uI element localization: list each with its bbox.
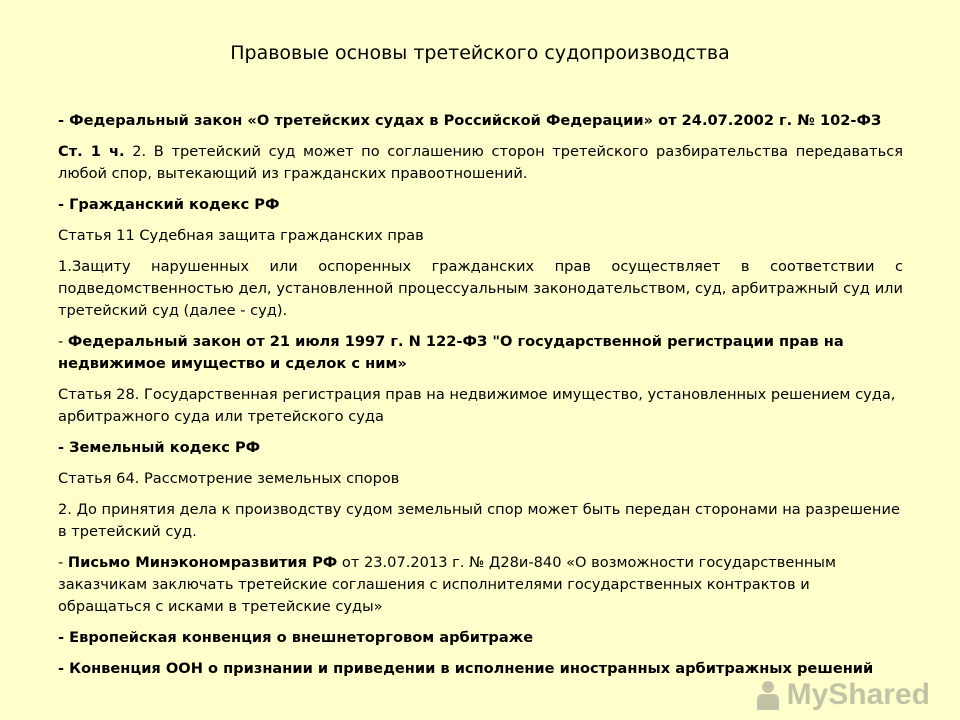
- un-convention: - Конвенция ООН о признании и приведении в исполнение иностранных арбитражных решений: [58, 660, 874, 677]
- person-icon: [755, 680, 781, 710]
- ministry-letter: [58, 552, 903, 618]
- watermark: [755, 678, 930, 712]
- ministry-letter-source: Письмо Минэкономразвития РФ: [67, 554, 338, 571]
- article-28-text: Статья 28. Государственная регистрация прав на недвижимое имущество, установленных решением суда, арбитражного суда или третейского суда: [58, 386, 896, 425]
- land-code-heading: - Земельный кодекс РФ: [58, 439, 261, 456]
- article-ref: Ст. 1 ч.: [58, 143, 125, 160]
- slide-body: [58, 110, 903, 689]
- article-11-title: Статья 11 Судебная защита гражданских прав: [58, 227, 424, 244]
- article-64-title: Статья 64. Рассмотрение земельных споров: [58, 470, 400, 487]
- law-102-fz: - Федеральный закон «О третейских судах в Российской Федерации» от 24.07.2002 г. № 102-ФЗ: [58, 112, 882, 129]
- civil-code-heading: - Гражданский кодекс РФ: [58, 196, 280, 213]
- dash: -: [58, 333, 68, 350]
- article-1-text: [58, 141, 903, 185]
- article-1-body: 2. В третейский суд может по соглашению сторон третейского разбирательства передаваться любой спор, вытекающий из гражданских правоотношений.: [58, 143, 904, 182]
- law-122-fz: [58, 331, 903, 375]
- slide-title: Правовые основы третейского судопроизводства: [230, 42, 730, 64]
- watermark-text: MyShared: [786, 678, 930, 711]
- article-64-text: 2. До принятия дела к производству судом земельный спор может быть передан сторонами на разрешение в третейский суд.: [58, 501, 900, 540]
- law-122-fz-title: Федеральный закон от 21 июля 1997 г. N 122-ФЗ "О государственной регистрации прав на недвижимое имущество и сделок с ним»: [58, 333, 844, 372]
- european-convention: - Европейская конвенция о внешнеторговом арбитраже: [58, 629, 534, 646]
- dash: -: [58, 554, 68, 571]
- ministry-letter-body: от 23.07.2013 г. № Д28и-840 «О возможности государственным заказчикам заключать третейские соглашения с исполнителями государственных контрактов и обращаться с исками в третейские суды»: [58, 554, 836, 615]
- article-11-text: 1.Защиту нарушенных или оспоренных гражданских прав осуществляет в соответствии с подведомственностью дел, установленной процессуальным законодательством, суд, арбитражный суд или третейский суд (далее - суд).: [58, 258, 903, 319]
